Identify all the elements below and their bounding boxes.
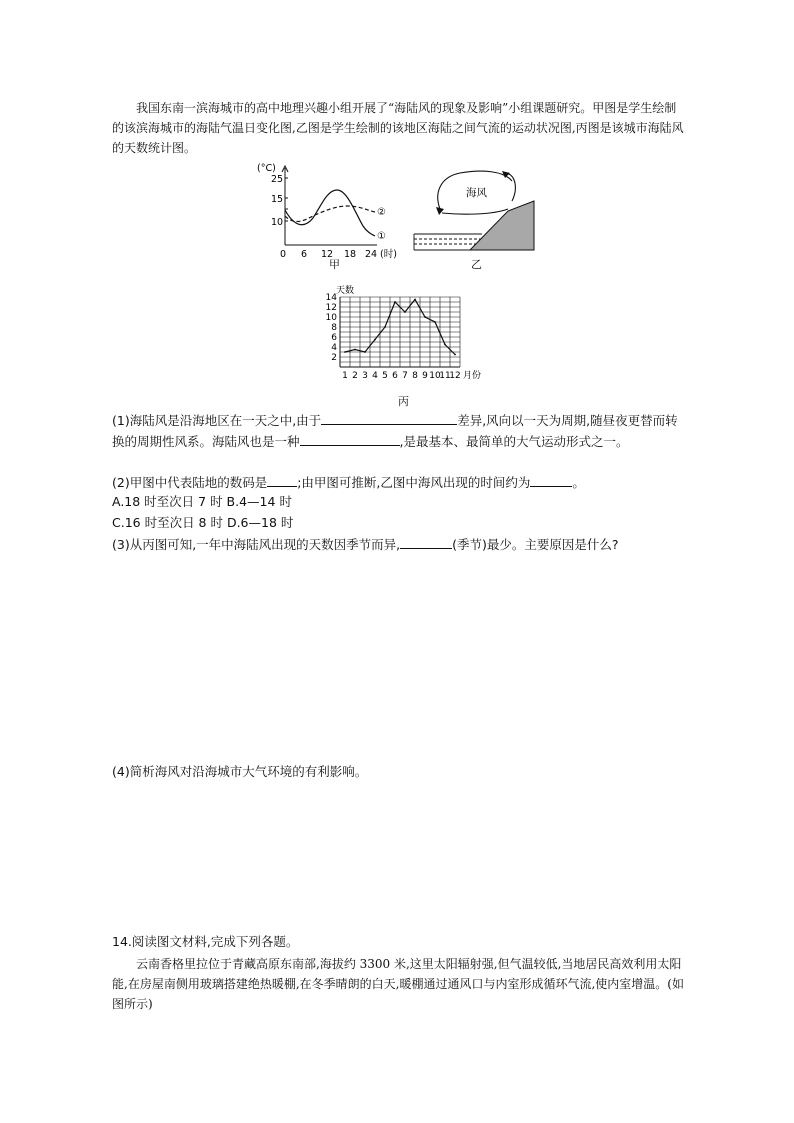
yi-wind-label: 海风 [466, 187, 487, 199]
data-point [344, 351, 346, 353]
y-tick-label: 8 [331, 323, 337, 333]
data-point [424, 316, 426, 318]
y-tick-label: 4 [331, 343, 337, 353]
caption-jia: 甲 [329, 258, 340, 271]
jia-label-1: ① [377, 231, 386, 242]
q2-text-c: 。 [572, 475, 585, 490]
y-tick-label: 10 [325, 313, 337, 323]
q1-text-c: ,是最基本、最简单的大气运动形式之一。 [399, 434, 629, 449]
data-point [394, 301, 396, 303]
question-14-title: 14.阅读图文材料,完成下列各题。 [112, 934, 299, 949]
jia-xtick-0: 0 [280, 249, 287, 260]
figure-bing-chart [318, 281, 508, 393]
q1-blank-2[interactable] [300, 431, 400, 446]
caption-bing: 丙 [398, 395, 409, 408]
data-point [454, 354, 456, 356]
jia-curve-2 [285, 206, 375, 222]
x-tick-label: 3 [362, 371, 368, 381]
q1-text-b: 差异,风向以一天为周期,随昼夜更替而转换的周期性风系。海陆风也是一种 [112, 413, 678, 449]
y-tick-label: 6 [331, 333, 337, 343]
q1-blank-1[interactable] [321, 410, 457, 425]
q2-options-row1: A.18 时至次日 7 时 B.4—14 时 [112, 494, 292, 509]
figure-yi [412, 163, 542, 255]
jia-ytick-15: 15 [271, 194, 284, 205]
question-3 [112, 534, 684, 555]
y-axis-label: 天数 [336, 286, 355, 296]
question-2 [112, 472, 684, 493]
data-point [434, 321, 436, 323]
q3-text-a: (3)从丙图可知,一年中海陆风出现的天数因季节而异, [112, 537, 401, 552]
q3-text-b: (季节)最少。主要原因是什么? [452, 537, 619, 552]
y-tick-label: 2 [331, 353, 337, 363]
q2-blank-1[interactable] [267, 472, 297, 487]
jia-curve-1 [285, 190, 375, 236]
data-point [444, 344, 446, 346]
yi-land [470, 201, 534, 250]
x-tick-label: 11 [439, 371, 451, 381]
x-tick-label: 8 [412, 371, 418, 381]
jia-xtick-24: 24 [365, 249, 378, 260]
data-point [414, 299, 416, 301]
x-tick-label: 7 [402, 371, 408, 381]
question-1 [112, 410, 684, 452]
data-point [374, 339, 376, 341]
q2-blank-2[interactable] [530, 472, 572, 487]
jia-ytick-10: 10 [271, 217, 284, 228]
x-tick-label: 5 [382, 371, 388, 381]
q1-text-a: (1)海陆风是沿海地区在一天之中,由于 [112, 413, 322, 428]
caption-yi: 乙 [471, 258, 482, 271]
jia-xtick-6: 6 [301, 249, 308, 260]
data-point [354, 349, 356, 351]
jia-xunit: (时) [380, 249, 397, 260]
q2-text-a: (2)甲图中代表陆地的数码是 [112, 475, 268, 490]
jia-xtick-12: 12 [321, 249, 334, 260]
x-tick-label: 2 [352, 371, 358, 381]
data-point [404, 311, 406, 313]
x-axis-label: 月份 [463, 371, 482, 381]
x-tick-label: 10 [429, 371, 441, 381]
data-point [364, 351, 366, 353]
x-tick-label: 6 [392, 371, 398, 381]
x-tick-label: 4 [372, 371, 378, 381]
x-tick-label: 12 [449, 371, 461, 381]
question-14-text: 云南香格里拉位于青藏高原东南部,海拔约 3300 米,这里太阳辐射强,但气温较低,当地居民高效利用太阳能,在房屋南侧用玻璃搭建绝热暖棚,在冬季晴朗的白天,暖棚通过通风口与内室形成循环气流,使内室增温。(如图所示) [112, 957, 684, 1011]
x-tick-label: 9 [422, 371, 428, 381]
jia-ytick-25: 25 [271, 174, 284, 185]
q2-options-row2: C.16 时至次日 8 时 D.6—18 时 [112, 515, 294, 530]
q2-text-b: ;由甲图可推断,乙图中海风出现的时间约为 [297, 475, 531, 490]
intro-paragraph: 我国东南一滨海城市的高中地理兴趣小组开展了“海陆风的现象及影响”小组课题研究。甲图是学生绘制的该滨海城市的海陆气温日变化图,乙图是学生绘制的该地区海陆之间气流的运动状况图,丙图是该城市海陆风的天数统计图。 [112, 101, 684, 155]
question-4: (4)简析海风对沿海城市大气环境的有利影响。 [112, 764, 368, 779]
jia-xtick-18: 18 [344, 249, 357, 260]
data-point [384, 326, 386, 328]
y-tick-label: 14 [325, 293, 337, 303]
q3-blank-1[interactable] [400, 534, 452, 549]
jia-unit: (°C) [257, 163, 276, 174]
y-tick-label: 12 [325, 303, 337, 313]
x-tick-label: 1 [342, 371, 348, 381]
jia-label-2: ② [377, 207, 386, 218]
